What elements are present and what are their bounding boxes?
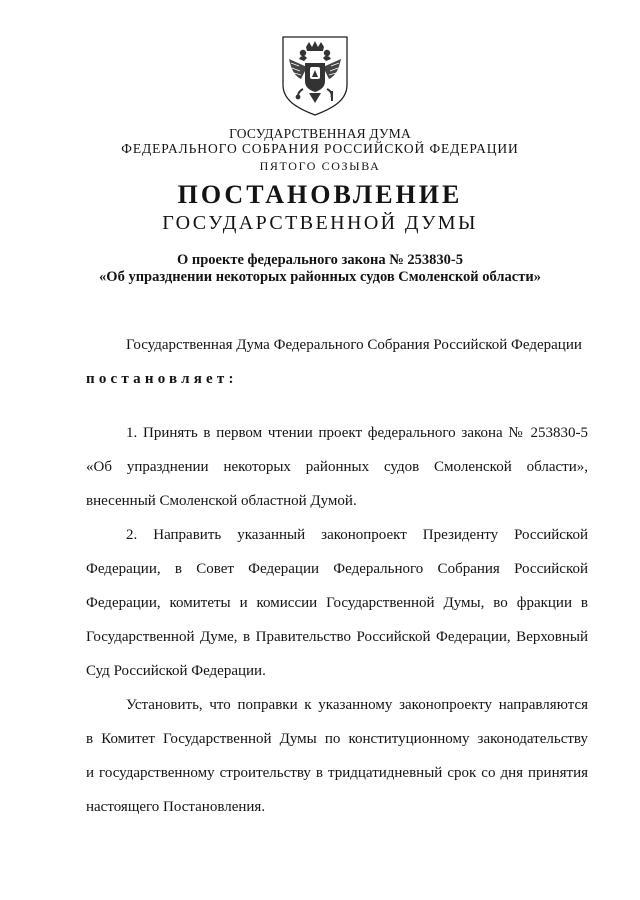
subject-line-1: О проекте федерального закона № 253830-5 (176, 252, 464, 268)
preamble-text: Государственная Дума Федерального Собрания Российской Федерации (126, 337, 582, 353)
paragraph-1-line: внесенный Смоленской областной Думой. (86, 493, 357, 509)
header-convocation: ПЯТОГО СОЗЫВА (259, 159, 381, 173)
paragraph-3-line: настоящего Постановления. (86, 799, 266, 815)
paragraph-2-line: Федерации, комитеты и комиссии Государственной Думы, во фракции в (86, 595, 588, 611)
paragraph-2-line: Федерации, в Совет Федерации Федерального Собрания Российской (86, 561, 588, 577)
coat-of-arms-icon (279, 33, 351, 117)
paragraph-2-line: 2. Направить указанный законопроект Президенту Российской (126, 527, 588, 543)
subject-line-2: «Об упразднении некоторых районных судов Смоленской области» (99, 269, 541, 285)
paragraph-3-line: в Комитет Государственной Думы по конституционному законодательству (86, 731, 588, 747)
document-title: ПОСТАНОВЛЕНИЕ (177, 180, 463, 209)
paragraph-1-line: «Об упразднении некоторых районных судов Смоленской области», (86, 459, 588, 475)
paragraph-2-line: Государственной Думе, в Правительство Российской Федерации, Верховный (86, 629, 588, 645)
paragraph-3-line: Установить, что поправки к указанному законопроекту направляются (126, 697, 588, 713)
document-subtitle: ГОСУДАРСТВЕННОЙ ДУМЫ (162, 212, 478, 234)
header-assembly: ФЕДЕРАЛЬНОГО СОБРАНИЯ РОССИЙСКОЙ ФЕДЕРАЦИИ (121, 141, 519, 156)
paragraph-3-line: и государственному строительству в тридцатидневный срок со дня принятия (86, 765, 588, 781)
paragraph-1-line: 1. Принять в первом чтении проект федерального закона № 253830-5 (126, 425, 588, 441)
paragraph-2-line: Суд Российской Федерации. (86, 663, 266, 679)
header-parliament: ГОСУДАРСТВЕННАЯ ДУМА (229, 126, 411, 141)
resolves-text: постановляет: (86, 371, 238, 387)
